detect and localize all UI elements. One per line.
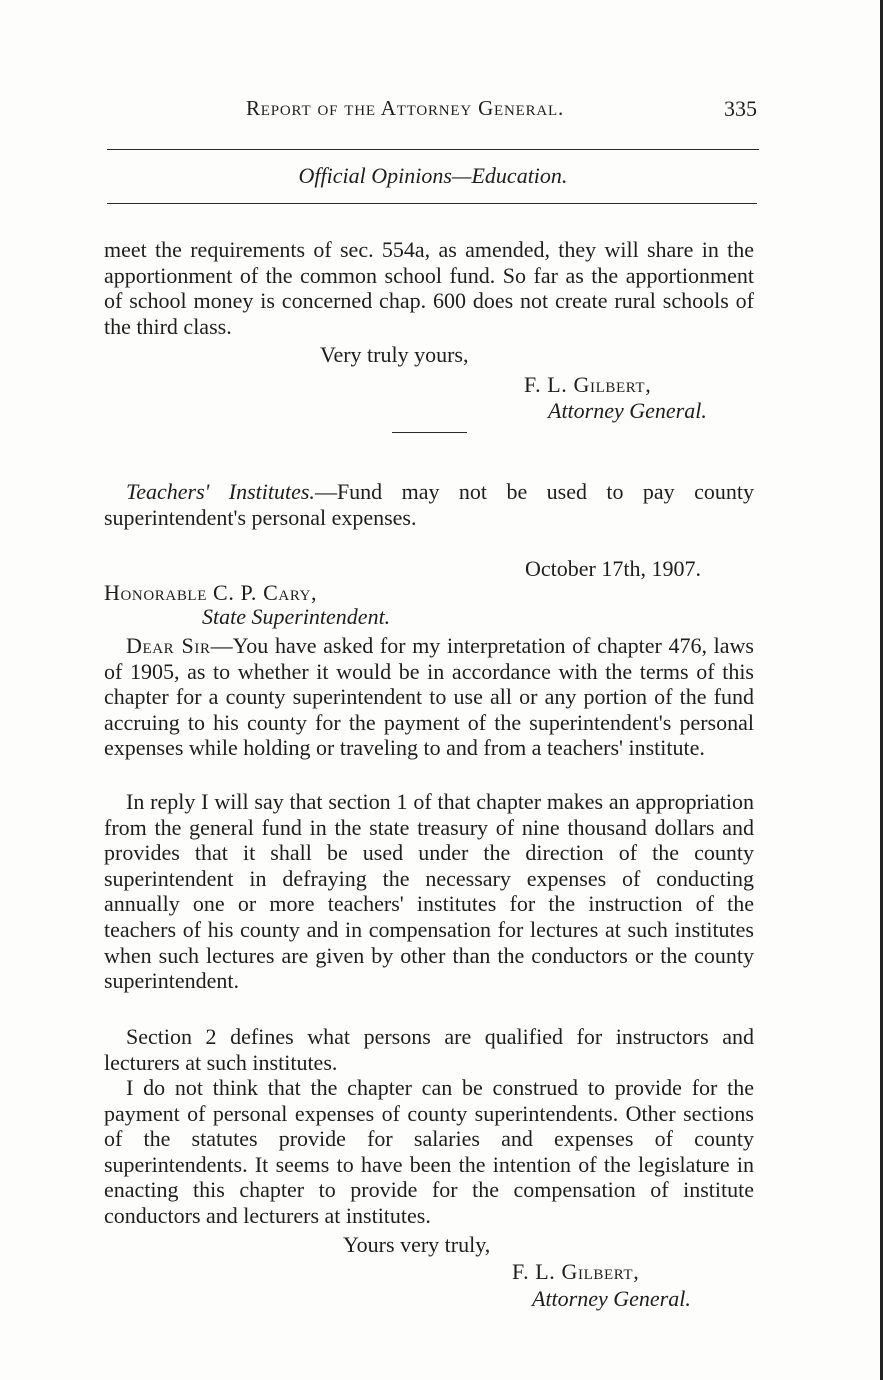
opinion2-signer-name: F. L. Gilbert, [512, 1259, 640, 1284]
opinion2-closing: Yours very truly, [343, 1232, 491, 1257]
opinion1-closing: Very truly yours, [320, 342, 469, 367]
addressee: Honorable C. P. Cary, [104, 580, 318, 605]
page-number: 335 [724, 96, 757, 121]
paragraph-3: Section 2 defines what persons are qualified for instructors and lecturers at such institutes. [104, 1024, 754, 1075]
headnote-topic: Teachers' Institutes. [126, 479, 315, 504]
paragraph-4: I do not think that the chapter can be construed to provide for the payment of personal expenses of county superintendents. Other sections of the statutes provide for salaries and expenses of county superintendents. It seems to have been the intention of the legislature in enacting this chapter to provide for the compensation of institute conductors and lecturers at institutes. [104, 1075, 754, 1228]
opinion1-signer-name: F. L. Gilbert, [524, 372, 652, 397]
addressee-title: State Superintendent. [202, 604, 391, 629]
opinion1-signer-title: Attorney General. [548, 398, 707, 423]
paragraph-2: In reply I will say that section 1 of that chapter makes an appropriation from the general fund in the state treasury of nine thousand dollars and provides that it shall be used under the direction of the county superintendent in defraying the necessary expenses of conducting annually one or more teachers' institutes for the instruction of the teachers of his county and in compensation for lectures at such institutes when such lectures are given by other than the conductors or the county superintendent. [104, 789, 754, 994]
headnote [104, 479, 754, 530]
section-title: Official Opinions—Education. [298, 163, 568, 188]
opinion2-signer-title: Attorney General. [532, 1286, 691, 1311]
opinion1-continuation: meet the requirements of sec. 554a, as amended, they will share in the apportionment of the common school fund. So far as the apportionment of school money is concerned chap. 600 does not create rural schools of the third class. [104, 237, 754, 339]
header-rule-bottom [107, 203, 757, 204]
letter-date: October 17th, 1907. [525, 556, 701, 581]
paragraph-1-text: —You have asked for my interpretation of chapter 476, laws of 1905, as to whether it would be in accordance with the terms of this chapter for a county superintendent to use all or any portion of the fund accruing to his county for the payment of the superintendent's personal expenses while holding or traveling to and from a teachers' institute. [104, 633, 754, 761]
opinion-separator-rule [392, 432, 467, 433]
running-title: Report of the Attorney General. [246, 96, 565, 120]
salutation: Dear Sir [126, 633, 211, 658]
headnote-text: —Fund may not be used to pay county superintendent's personal expenses. [104, 479, 754, 530]
header-rule-top [107, 149, 759, 150]
page-header [0, 96, 883, 126]
paragraph-1 [104, 633, 754, 761]
